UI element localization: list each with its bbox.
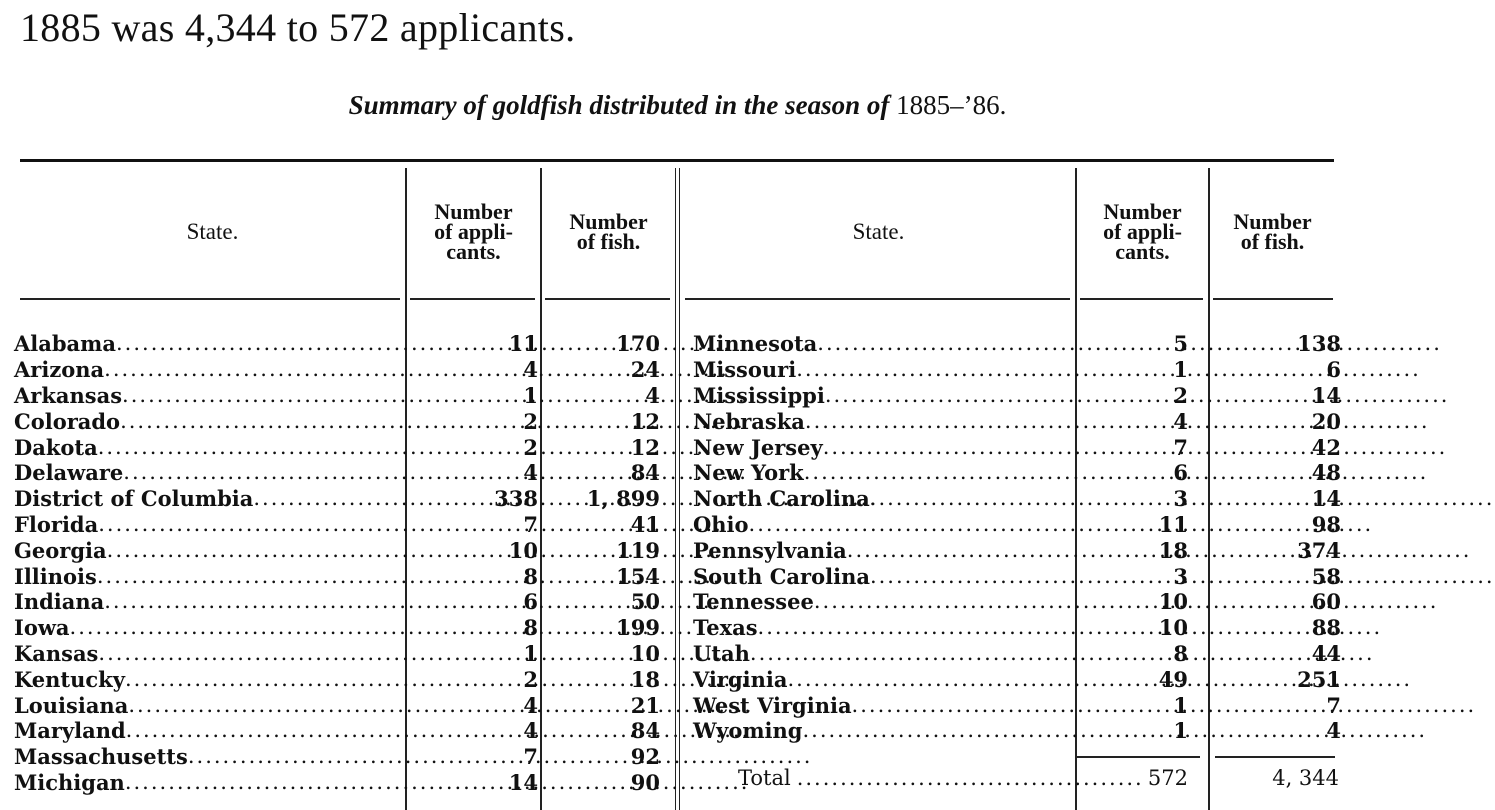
fish-cell: 84 [630, 718, 660, 744]
fish-cell: 92 [630, 744, 660, 770]
state-name: Alabama [14, 331, 116, 357]
header-line: Number [434, 199, 513, 224]
state-name: Colorado [14, 408, 121, 434]
header-line: cants. [446, 239, 501, 264]
header-rule [410, 298, 535, 300]
state-cell [14, 693, 400, 718]
fish-cell: 12 [630, 434, 660, 460]
applicants-cell: 6 [523, 589, 538, 615]
state-name: Iowa [14, 615, 70, 641]
state-name: New Jersey [693, 434, 823, 460]
table-right-body [693, 331, 1341, 744]
table-caption [0, 90, 1355, 121]
header-fish-left [542, 168, 675, 296]
applicants-cell: 7 [523, 511, 538, 537]
state-name: District of Columbia [14, 486, 254, 512]
fish-cell: 14 [1311, 382, 1341, 408]
applicants-cell: 8 [523, 563, 538, 589]
applicants-cell: 8 [1173, 640, 1188, 666]
applicants-cell: 2 [523, 666, 538, 692]
state-cell [693, 615, 1067, 640]
header-rule [545, 298, 670, 300]
state-name: Nebraska [693, 408, 805, 434]
fish-cell: 199 [616, 615, 660, 641]
table-row [14, 589, 660, 615]
table-row [14, 512, 660, 538]
total-label-cell [738, 764, 1144, 792]
fish-cell: 20 [1311, 408, 1341, 434]
applicants-cell: 1 [523, 640, 538, 666]
state-name: Virginia [693, 666, 788, 692]
table-row [14, 563, 660, 589]
applicants-cell: 10 [508, 537, 538, 563]
state-name: Missouri [693, 357, 797, 383]
header-line: Number [1103, 199, 1182, 224]
applicants-cell: 49 [1158, 666, 1188, 692]
applicants-cell: 7 [523, 744, 538, 770]
table-row [14, 641, 660, 667]
state-cell [693, 718, 1067, 743]
applicants-cell: 4 [523, 357, 538, 383]
applicants-cell: 7 [1173, 434, 1188, 460]
fish-cell: 6 [1326, 357, 1341, 383]
state-name: Utah [693, 640, 750, 666]
total-label: Total [738, 766, 791, 790]
header-rule [1080, 298, 1203, 300]
table-row [14, 770, 660, 796]
state-cell [693, 409, 1067, 434]
header-line: of appli- [434, 219, 513, 244]
state-cell [693, 331, 1067, 356]
fish-cell: 138 [1297, 331, 1341, 357]
applicants-cell: 6 [1173, 460, 1188, 486]
applicants-cell: 11 [1158, 511, 1188, 537]
fish-cell: 170 [616, 331, 660, 357]
state-cell [693, 641, 1067, 666]
state-cell [14, 357, 400, 382]
applicants-cell: 2 [523, 408, 538, 434]
header-line: of fish. [576, 229, 641, 254]
state-name: Indiana [14, 589, 105, 615]
state-cell [14, 538, 400, 563]
fish-cell: 7 [1326, 692, 1341, 718]
state-name: South Carolina [693, 563, 870, 589]
table-row [693, 666, 1341, 692]
fish-cell: 42 [1311, 434, 1341, 460]
applicants-cell: 4 [523, 460, 538, 486]
state-cell [14, 331, 400, 356]
state-cell [693, 460, 1067, 485]
state-name: Minnesota [693, 331, 818, 357]
leader-dots: ........................................ [796, 766, 1144, 790]
applicants-cell: 18 [1158, 537, 1188, 563]
applicants-cell: 5 [1173, 331, 1188, 357]
fish-cell: 44 [1311, 640, 1341, 666]
fish-cell: 21 [630, 692, 660, 718]
table-row [693, 692, 1341, 718]
fish-cell: 12 [630, 408, 660, 434]
table-row [693, 383, 1341, 409]
applicants-cell: 1 [1173, 357, 1188, 383]
fish-cell: 50 [630, 589, 660, 615]
state-name: Arkansas [14, 382, 123, 408]
table-row [14, 383, 660, 409]
table-row [14, 537, 660, 563]
state-name: Pennsylvania [693, 537, 847, 563]
table-row [693, 357, 1341, 383]
table-row [14, 486, 660, 512]
applicants-cell: 4 [523, 718, 538, 744]
table-row [14, 460, 660, 486]
state-name: Kansas [14, 640, 99, 666]
table-row [693, 408, 1341, 434]
table-row [14, 408, 660, 434]
state-cell [693, 693, 1067, 718]
applicants-cell: 8 [523, 615, 538, 641]
fish-cell: 24 [630, 357, 660, 383]
intro-text: 1885 was 4,344 to 572 applicants. [20, 5, 576, 50]
state-name: Tennessee [693, 589, 814, 615]
state-cell [14, 744, 400, 769]
state-cell [693, 357, 1067, 382]
table-row [693, 512, 1341, 538]
table-row [693, 718, 1341, 744]
header-applicants-right [1077, 168, 1208, 296]
fish-cell: 4 [645, 382, 660, 408]
applicants-cell: 1 [1173, 718, 1188, 744]
header-fish-right [1210, 168, 1335, 296]
caption-year: 1885–’86. [896, 90, 1007, 120]
state-name: Mississippi [693, 382, 825, 408]
applicants-cell: 3 [1173, 563, 1188, 589]
table-row [14, 718, 660, 744]
table-row [693, 434, 1341, 460]
state-cell [693, 667, 1067, 692]
state-name: Arizona [14, 357, 105, 383]
table-row [693, 460, 1341, 486]
fish-cell: 374 [1297, 537, 1341, 563]
applicants-cell: 1 [523, 382, 538, 408]
state-cell [14, 409, 400, 434]
state-name: Maryland [14, 718, 126, 744]
state-cell [693, 564, 1067, 589]
state-name: Ohio [693, 511, 749, 537]
table-row [693, 563, 1341, 589]
applicants-cell: 2 [1173, 382, 1188, 408]
state-cell [693, 512, 1067, 537]
fish-cell: 1, 899 [586, 486, 660, 512]
table-row [693, 331, 1341, 357]
header-line: of fish. [1240, 229, 1305, 254]
applicants-cell: 2 [523, 434, 538, 460]
table-row [14, 692, 660, 718]
header-applicants-left [407, 168, 540, 296]
header-line: Number [569, 209, 648, 234]
table-row [14, 434, 660, 460]
header-rule [1213, 298, 1333, 300]
fish-cell: 60 [1311, 589, 1341, 615]
applicants-cell: 14 [508, 769, 538, 795]
fish-cell: 98 [1311, 511, 1341, 537]
fish-cell: 41 [630, 511, 660, 537]
state-cell [14, 770, 400, 795]
state-cell [693, 589, 1067, 614]
table-row [14, 331, 660, 357]
state-name: Florida [14, 511, 99, 537]
state-name: Kentucky [14, 666, 125, 692]
state-name: North Carolina [693, 486, 870, 512]
state-name: New York [693, 460, 804, 486]
state-cell [693, 538, 1067, 563]
state-cell [14, 564, 400, 589]
state-name: Massachusetts [14, 744, 188, 770]
total-fish: 4, 344 [1272, 766, 1339, 790]
header-line: Number [1233, 209, 1312, 234]
table-row [693, 537, 1341, 563]
header-state-left: State. [186, 219, 239, 244]
fish-cell: 154 [616, 563, 660, 589]
state-name: Delaware [14, 460, 124, 486]
applicants-cell: 11 [508, 331, 538, 357]
state-cell [14, 589, 400, 614]
fish-cell: 251 [1297, 666, 1341, 692]
table-row [14, 666, 660, 692]
total-rule [1215, 756, 1335, 758]
caption-italic: Summary of goldfish distributed in the season of [348, 90, 890, 120]
table-top-rule [20, 159, 1334, 162]
table-row [14, 744, 660, 770]
state-name: Louisiana [14, 692, 129, 718]
table-row [14, 357, 660, 383]
header-rule [685, 298, 1070, 300]
header-line: cants. [1115, 239, 1170, 264]
state-name: Georgia [14, 537, 107, 563]
applicants-cell: 4 [1173, 408, 1188, 434]
applicants-cell: 4 [523, 692, 538, 718]
header-rule [20, 298, 400, 300]
state-cell [14, 435, 400, 460]
state-cell [14, 512, 400, 537]
state-name: Wyoming [693, 718, 803, 744]
fish-cell: 84 [630, 460, 660, 486]
fish-cell: 90 [630, 769, 660, 795]
applicants-cell: 3 [1173, 486, 1188, 512]
state-name: Texas [693, 615, 758, 641]
applicants-cell: 10 [1158, 589, 1188, 615]
state-name: West Virginia [693, 692, 852, 718]
fish-cell: 88 [1311, 615, 1341, 641]
header-line: of appli- [1103, 219, 1182, 244]
state-cell [14, 383, 400, 408]
state-name: Illinois [14, 563, 97, 589]
table-row [693, 589, 1341, 615]
state-cell [14, 486, 400, 511]
table-row [693, 641, 1341, 667]
state-cell [14, 460, 400, 485]
fish-cell: 119 [616, 537, 660, 563]
state-name: Michigan [14, 769, 125, 795]
state-cell [14, 615, 400, 640]
state-cell [693, 486, 1067, 511]
applicants-cell: 10 [1158, 615, 1188, 641]
header-state-right: State. [852, 219, 905, 244]
table-left-body [14, 331, 660, 795]
table-row [693, 615, 1341, 641]
fish-cell: 4 [1326, 718, 1341, 744]
fish-cell: 48 [1311, 460, 1341, 486]
fish-cell: 10 [630, 640, 660, 666]
applicants-cell: 338 [494, 486, 538, 512]
state-name: Dakota [14, 434, 98, 460]
state-cell [14, 667, 400, 692]
state-cell [693, 435, 1067, 460]
fish-cell: 14 [1311, 486, 1341, 512]
state-cell [14, 641, 400, 666]
table-row [14, 615, 660, 641]
total-rule [1075, 756, 1200, 758]
applicants-cell: 1 [1173, 692, 1188, 718]
state-cell [14, 718, 400, 743]
total-applicants: 572 [1147, 766, 1188, 790]
fish-cell: 58 [1311, 563, 1341, 589]
table-row [693, 486, 1341, 512]
fish-cell: 18 [630, 666, 660, 692]
state-cell [693, 383, 1067, 408]
